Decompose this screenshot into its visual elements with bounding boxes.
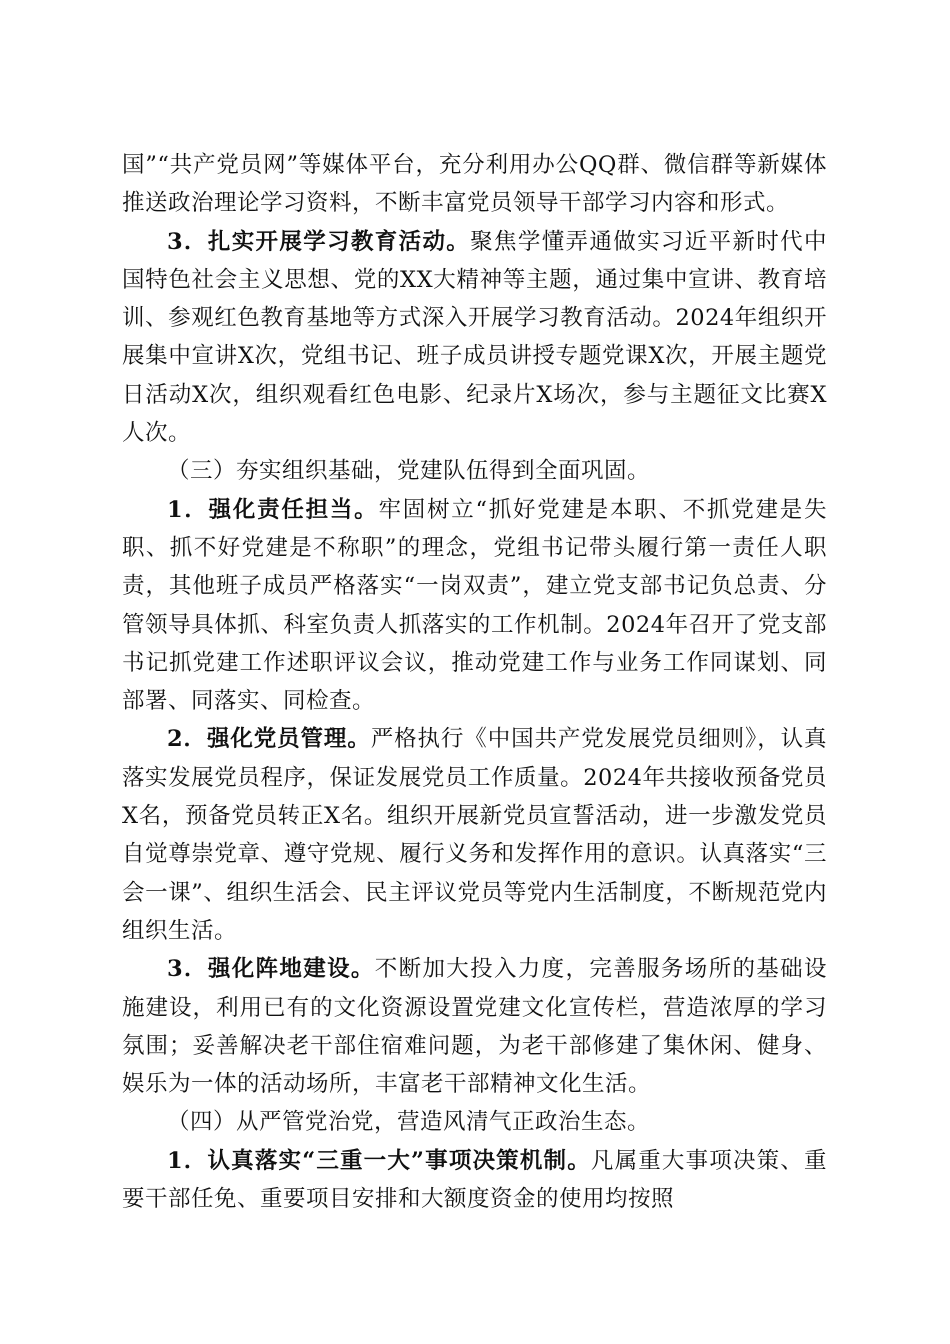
paragraph-title: 2．强化党员管理。 — [167, 726, 371, 753]
paragraph-study-activities — [122, 223, 827, 453]
paragraph-title: 3．强化阵地建设。 — [167, 956, 375, 983]
paragraph-media-platforms: 国”“共产党员网”等媒体平台，充分利用办公QQ群、微信群等新媒体推送政治理论学习资料，不断丰富党员领导干部学习内容和形式。 — [122, 152, 827, 217]
paragraph-text: 聚焦学懂弄通做实习近平新时代中国特色社会主义思想、党的XX大精神等主题，通过集中宣讲、教育培训、参观红色教育基地等方式深入开展学习教育活动。2024年组织开展集中宣讲X次，党组书记、班子成员讲授专题党课X次，开展主题党日活动X次，组织观看红色电影、纪录片X场次，参与主题征文比赛X人次。 — [122, 228, 827, 447]
paragraph-title: 1．认真落实“三重一大”事项决策机制。 — [167, 1147, 591, 1174]
paragraph-title: 3．扎实开展学习教育活动。 — [167, 228, 471, 255]
paragraph-decision-mechanism — [122, 1142, 827, 1219]
paragraph-facility-building — [122, 950, 827, 1103]
paragraph-text: 凡属重大事项决策、重要干部任免、重要项目安排和大额度资金的使用均按照 — [122, 1147, 827, 1213]
paragraph-text: 不断加大投入力度，完善服务场所的基础设施建设，利用已有的文化资源设置党建文化宣传栏，营造浓厚的学习氛围；妥善解决老干部住宿难问题，为老干部修建了集休闲、健身、娱乐为一体的活动场所，丰富老干部精神文化生活。 — [122, 956, 827, 1098]
document-body — [122, 146, 827, 1218]
paragraph-text: 严格执行《中国共产党发展党员细则》，认真落实发展党员程序，保证发展党员工作质量。2024年共接收预备党员X名，预备党员转正X名。组织开展新党员宣誓活动，进一步激发党员自觉尊崇党章、遵守党规、履行义务和发挥作用的意识。认真落实“三会一课”、组织生活会、民主评议党员等党内生活制度，不断规范党内组织生活。 — [122, 726, 827, 944]
section-heading-3: （三）夯实组织基础，党建队伍得到全面巩固。 — [167, 458, 651, 485]
section-heading-4: （四）从严管党治党，营造风清气正政治生态。 — [167, 1109, 651, 1136]
paragraph-text: 牢固树立“抓好党建是本职、不抓党建是失职、抓不好党建是不称职”的理念，党组书记带头履行第一责任人职责，其他班子成员严格落实“一岗双责”，建立党支部书记负总责、分管领导具体抓、科室负责人抓落实的工作机制。2024年召开了党支部书记抓党建工作述职评议会议，推动党建工作与业务工作同谋划、同部署、同落实、同检查。 — [122, 496, 827, 715]
paragraph-responsibility — [122, 491, 827, 721]
paragraph-member-management — [122, 720, 827, 950]
paragraph-title: 1．强化责任担当。 — [167, 496, 379, 523]
